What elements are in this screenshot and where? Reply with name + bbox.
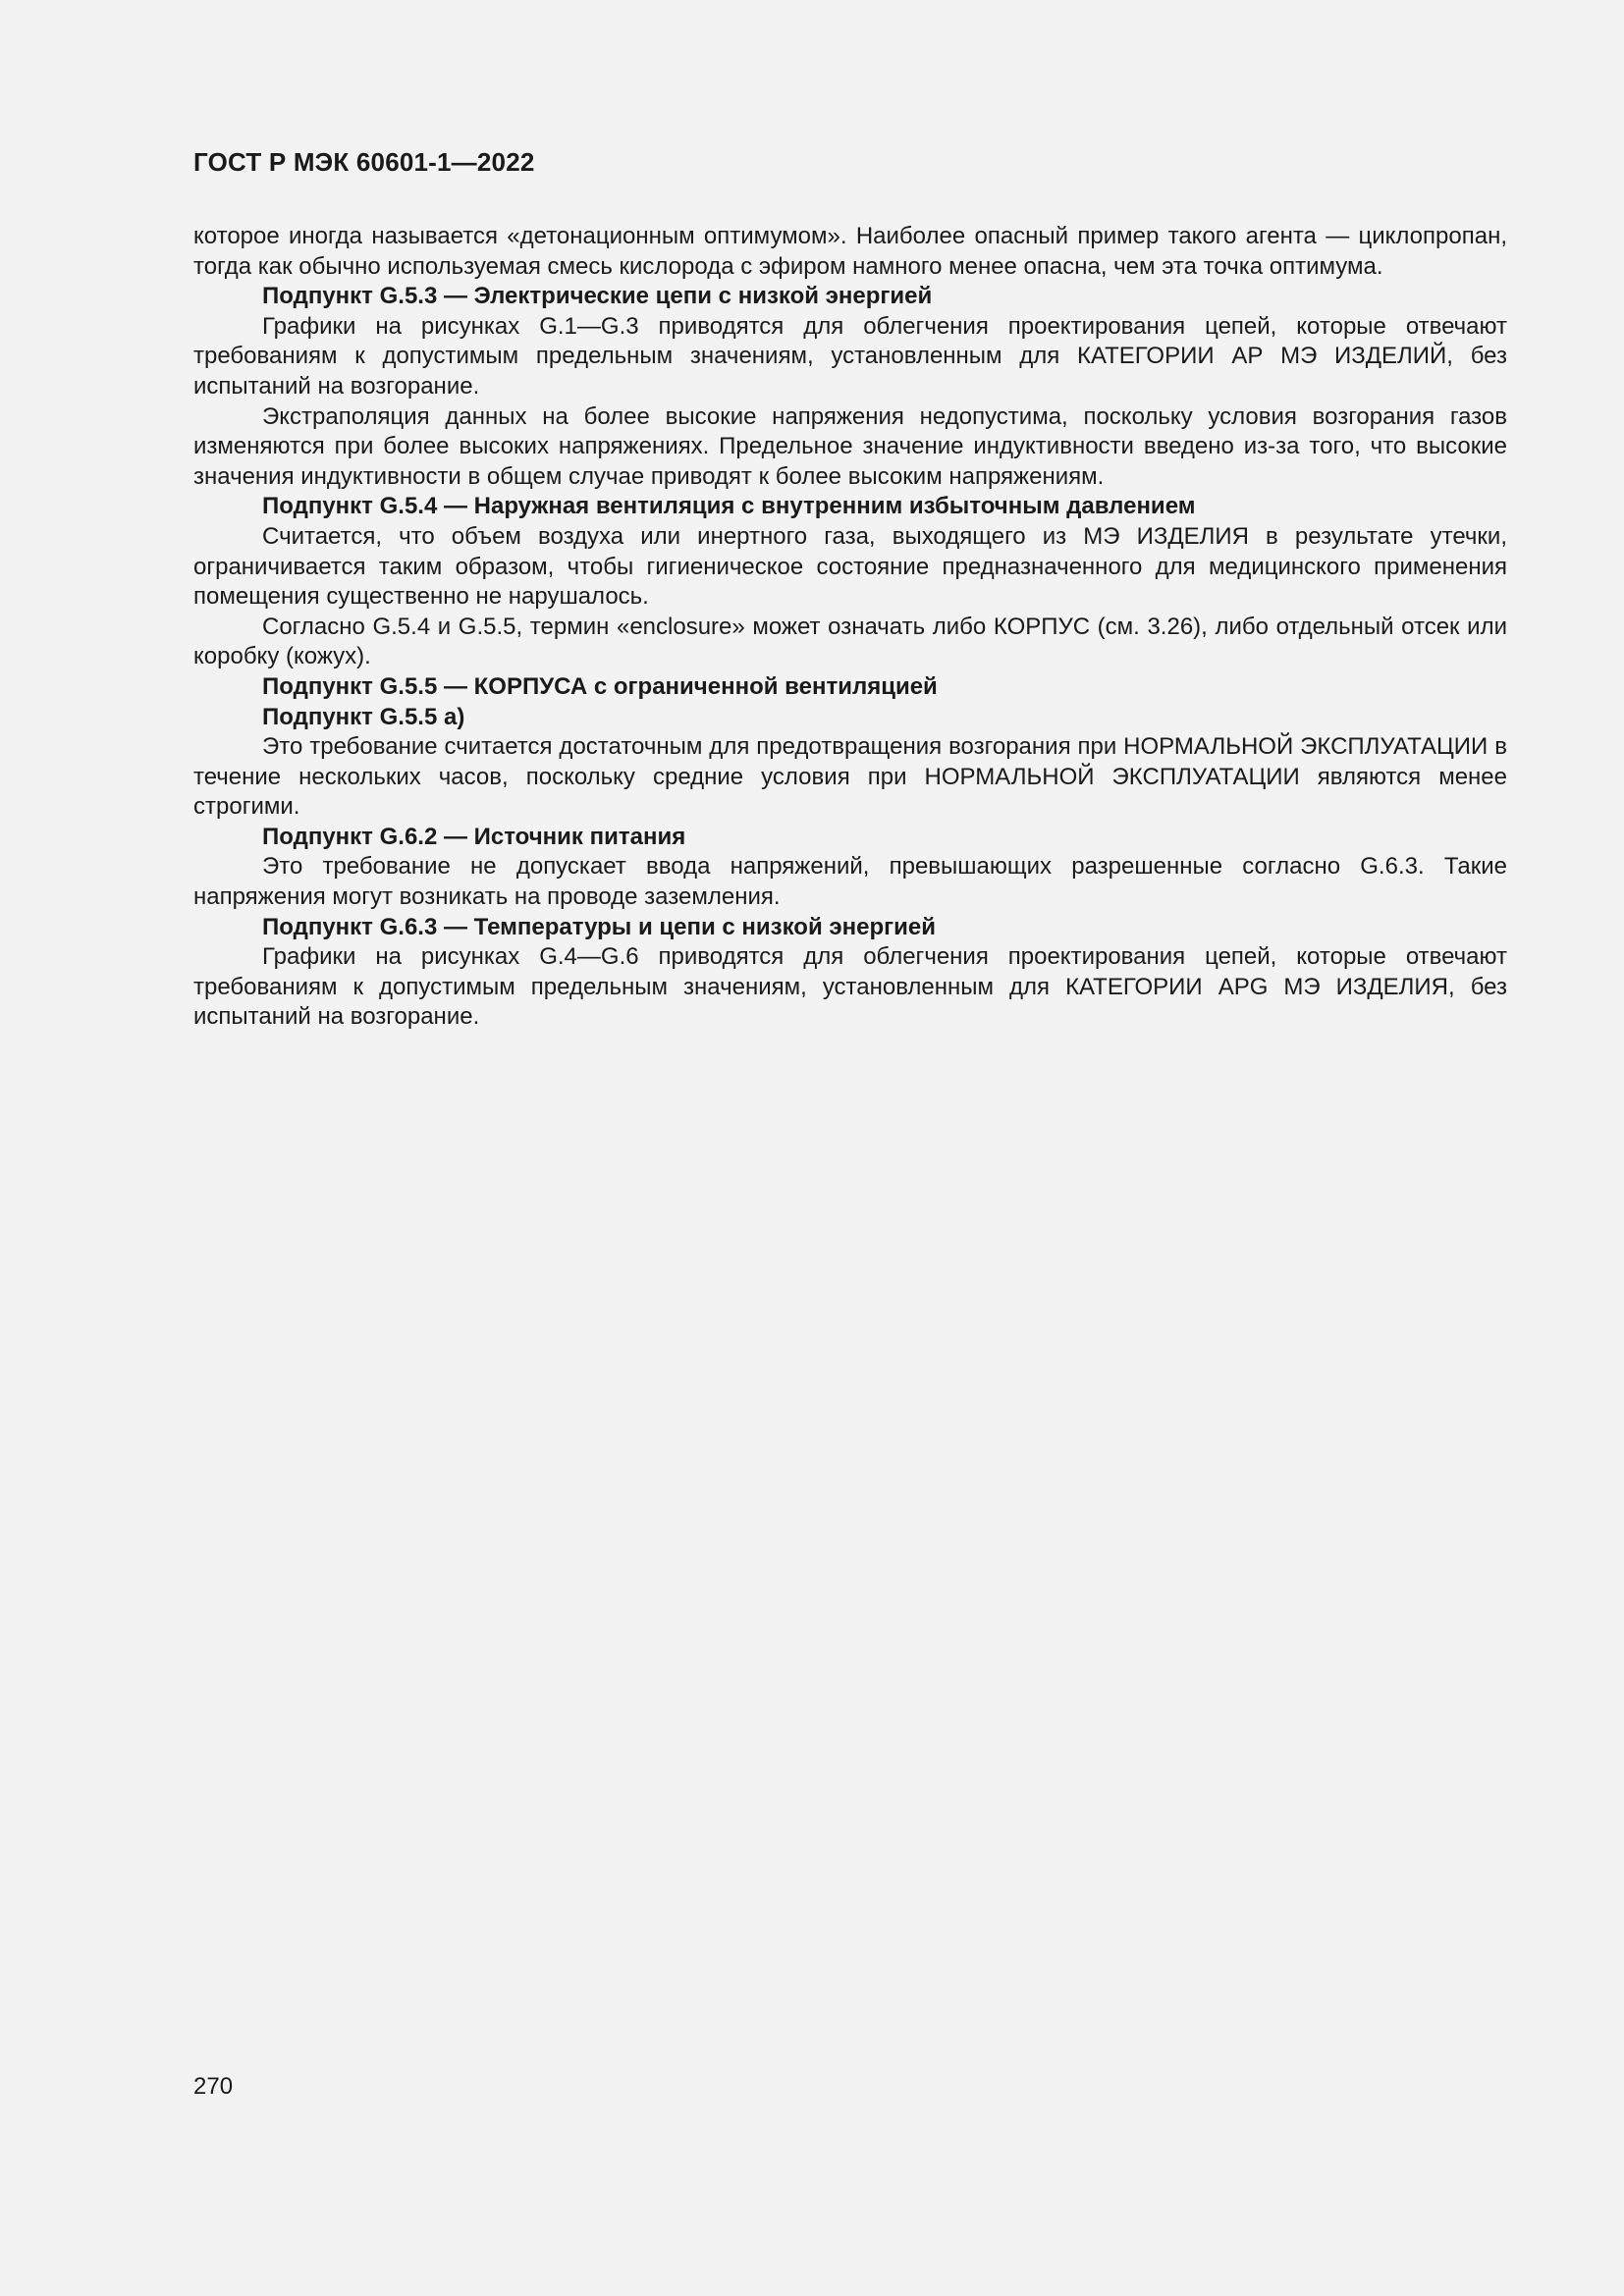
subheading-g-5-3: Подпункт G.5.3 — Электрические цепи с низкой энергией (262, 283, 933, 310)
paragraph-g-5-3-extrapolation: Экстраполяция данных на более высокие напряжения недопустима, поскольку условия возгорания газов изменяются при более высоких напряжениях. Предельное значение индуктивности введено из-за того, что высокие значения индуктивности в общем случае приводят к более высоким напряжениям. (193, 402, 1507, 490)
subheading-g-5-4: Подпункт G.5.4 — Наружная вентиляция с внутренним избыточным давлением (262, 493, 1196, 520)
subheading-g-5-5-a: Подпункт G.5.5 a) (262, 703, 465, 730)
subheading-g-6-3: Подпункт G.6.3 — Температуры и цепи с низкой энергией (262, 913, 936, 940)
paragraph-g-6-3: Графики на рисунках G.4—G.6 приводятся для облегчения проектирования цепей, которые отвечают требованиям к допустимым предельным значениям, установленным для КАТЕГОРИИ APG МЭ ИЗДЕЛИЯ, без испытаний на возгорание. (193, 943, 1507, 1031)
paragraph-g-6-2: Это требование не допускает ввода напряжений, превышающих разрешенные согласно G.6.3. Такие напряжения могут возникать на проводе заземления. (193, 853, 1507, 911)
subheading-g-6-2: Подпункт G.6.2 — Источник питания (262, 823, 686, 850)
document-header: ГОСТ Р МЭК 60601-1—2022 (193, 147, 535, 177)
paragraph-g-5-5-a: Это требование считается достаточным для предотвращения возгорания при НОРМАЛЬНОЙ ЭКСПЛУАТАЦИИ в течение нескольких часов, поскольку средние условия при НОРМАЛЬНОЙ ЭКСПЛУАТАЦИИ являются менее строгими. (193, 733, 1507, 821)
paragraph-g-5-4-leakage: Считается, что объем воздуха или инертного газа, выходящего из МЭ ИЗДЕЛИЯ в результате утечки, ограничивается таким образом, чтобы гигиеническое состояние предназначенного для медицинского применения помещения существенно не нарушалось. (193, 522, 1507, 611)
paragraph-g-5-4-enclosure: Согласно G.5.4 и G.5.5, термин «enclosure» может означать либо КОРПУС (см. 3.26), либо отдельный отсек или коробку (кожух). (193, 613, 1507, 670)
page-number: 270 (193, 2073, 234, 2100)
document-body (193, 222, 1507, 1033)
paragraph-g-5-3-graphs: Графики на рисунках G.1—G.3 приводятся для облегчения проектирования цепей, которые отвечают требованиям к допустимым предельным значениям, установленным для КАТЕГОРИИ АР МЭ ИЗДЕЛИЙ, без испытаний на возгорание. (193, 312, 1507, 400)
subheading-g-5-5: Подпункт G.5.5 — КОРПУСА с ограниченной вентиляцией (262, 672, 938, 700)
paragraph-detonation-optimum: которое иногда называется «детонационным оптимумом». Наиболее опасный пример такого агента — циклопропан, тогда как обычно используемая смесь кислорода с эфиром намного менее опасна, чем эта точка оптимума. (193, 223, 1507, 280)
